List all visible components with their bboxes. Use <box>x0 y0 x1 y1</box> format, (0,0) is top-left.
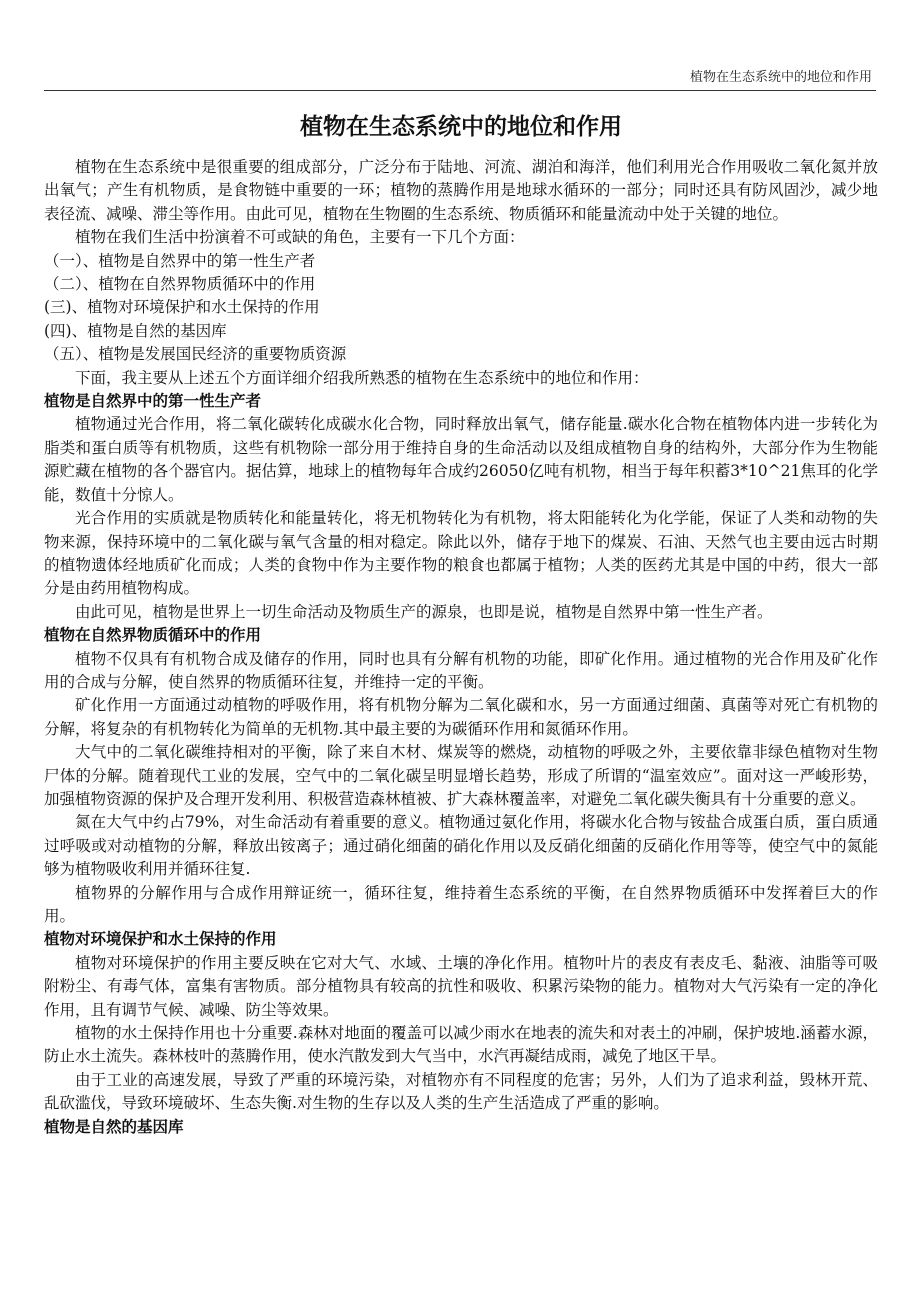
section-heading: 植物是自然的基因库 <box>44 1117 184 1136</box>
intro-paragraph: 植物在生态系统中是很重要的组成部分，广泛分布于陆地、河流、湖泊和海洋，他们利用光合作用吸收二氧化氮并放出氧气；产生有机物质，是食物链中重要的一环；植物的蒸腾作用是地球水循环的一部分；同时还具有防风固沙，减少地表径流、减噪、滞尘等作用。由此可见，植物在生物圈的生态系统、物质循环和能量流动中处于关键的地位。 <box>44 158 878 223</box>
header-divider <box>44 90 876 91</box>
section-heading: 植物对环境保护和水土保持的作用 <box>44 930 277 949</box>
body-paragraph: 植物的水土保持作用也十分重要.森林对地面的覆盖可以减少雨水在地表的流失和对表土的冲刷，保护坡地.涵蓄水源，防止水土流失。森林枝叶的蒸腾作用，使水汽散发到大气当中，水汽再凝结成雨，减免了地区干旱。 <box>44 1024 878 1066</box>
body-paragraph: 光合作用的实质就是物质转化和能量转化，将无机物转化为有机物，将太阳能转化为化学能，保证了人类和动物的失物来源，保持环境中的二氧化碳与氧气含量的相对稳定。除此以外，储存于地下的煤炭、石油、天然气也主要由远古时期的植物遗体经地质矿化而成；人类的食物中作为主要作物的粮食也都属于植物；人类的医药尤其是中国的中药，很大一部分是由药用植物构成。 <box>44 509 878 598</box>
body-paragraph: 大气中的二氧化碳维持相对的平衡，除了来自木材、煤炭等的燃烧，动植物的呼吸之外，主要依靠非绿色植物对生物尸体的分解。随着现代工业的发展，空气中的二氧化碳呈明显增长趋势，形成了所谓的“温室效应”。面对这一严峻形势，加强植物资源的保护及合理开发利用、积极营造森林植被、扩大森林覆盖率，对避免二氧化碳失衡具有十分重要的意义。 <box>44 743 878 808</box>
intro-paragraph: 植物在我们生活中扮演着不可或缺的角色，主要有一下几个方面： <box>75 228 525 247</box>
body-paragraph: 矿化作用一方面通过动植物的呼吸作用，将有机物分解为二氧化碳和水，另一方面通过细菌、真菌等对死亡有机物的分解，将复杂的有机物转化为简单的无机物.其中最主要的为碳循环作用和氮循环作用。 <box>44 696 878 738</box>
body-paragraph: 由此可见，植物是世界上一切生命活动及物质生产的源泉，也即是说，植物是自然界中第一性生产者。 <box>75 602 773 621</box>
outline-item: (四)、植物是自然的基因库 <box>44 321 227 340</box>
outline-item: (三)、植物对环境保护和水土保持的作用 <box>44 298 320 317</box>
outline-item: （五）、植物是发展国民经济的重要物质资源 <box>44 345 347 364</box>
body-paragraph: 植物界的分解作用与合成作用辩证统一，循环往复，维持着生态系统的平衡，在自然界物质循环中发挥着巨大的作用。 <box>44 883 878 925</box>
document-title: 植物在生态系统中的地位和作用 <box>300 114 622 140</box>
outline-item: （一）、植物是自然界中的第一性生产者 <box>44 251 316 270</box>
lead-in-paragraph: 下面，我主要从上述五个方面详细介绍我所熟悉的植物在生态系统中的地位和作用： <box>75 368 649 387</box>
body-paragraph: 植物不仅具有有机物合成及储存的作用，同时也具有分解有机物的功能，即矿化作用。通过植物的光合作用及矿化作用的合成与分解，使自然界的物质循环往复，并维持一定的平衡。 <box>44 649 878 691</box>
running-header: 植物在生态系统中的地位和作用 <box>689 70 872 85</box>
section-heading: 植物是自然界中的第一性生产者 <box>44 392 262 411</box>
body-paragraph: 氮在大气中约占79%，对生命活动有着重要的意义。植物通过氨化作用，将碳水化合物与铵盐合成蛋白质，蛋白质通过呼吸或对动植物的分解，释放出铵离子；通过硝化细菌的硝化作用以及反硝化细菌的反硝化作用等等，使空气中的氮能够为植物吸收利用并循环往复. <box>44 813 878 879</box>
body-paragraph: 植物通过光合作用，将二氧化碳转化成碳水化合物，同时释放出氧气，储存能量.碳水化合物在植物体内进一步转化为脂类和蛋白质等有机物质，这些有机物除一部分用于维持自身的生命活动以及组成植物自身的结构外，大部分作为生物能源贮藏在植物的各个器官内。据估算，地球上的植物每年合成约26050亿吨有机物，相当于每年积蓄3*10^21焦耳的化学能，数值十分惊人。 <box>44 415 878 504</box>
section-heading: 植物在自然界物质循环中的作用 <box>44 626 262 645</box>
document-body <box>44 112 878 1139</box>
body-paragraph: 由于工业的高速发展，导致了严重的环境污染，对植物亦有不同程度的危害；另外，人们为了追求利益，毁林开荒、乱砍滥伐，导致环境破坏、生态失衡.对生物的生存以及人类的生产生活造成了严重的影响。 <box>44 1070 878 1113</box>
outline-item: （二）、植物在自然界物质循环中的作用 <box>44 275 316 294</box>
body-paragraph: 植物对环境保护的作用主要反映在它对大气、水域、土壤的净化作用。植物叶片的表皮有表皮毛、黏液、油脂等可吸附粉尘、有毒气体，富集有害物质。部分植物具有较高的抗性和吸收、积累污染物的能力。植物对大气污染有一定的净化作用，且有调节气候、减噪、防尘等效果。 <box>44 953 878 1019</box>
